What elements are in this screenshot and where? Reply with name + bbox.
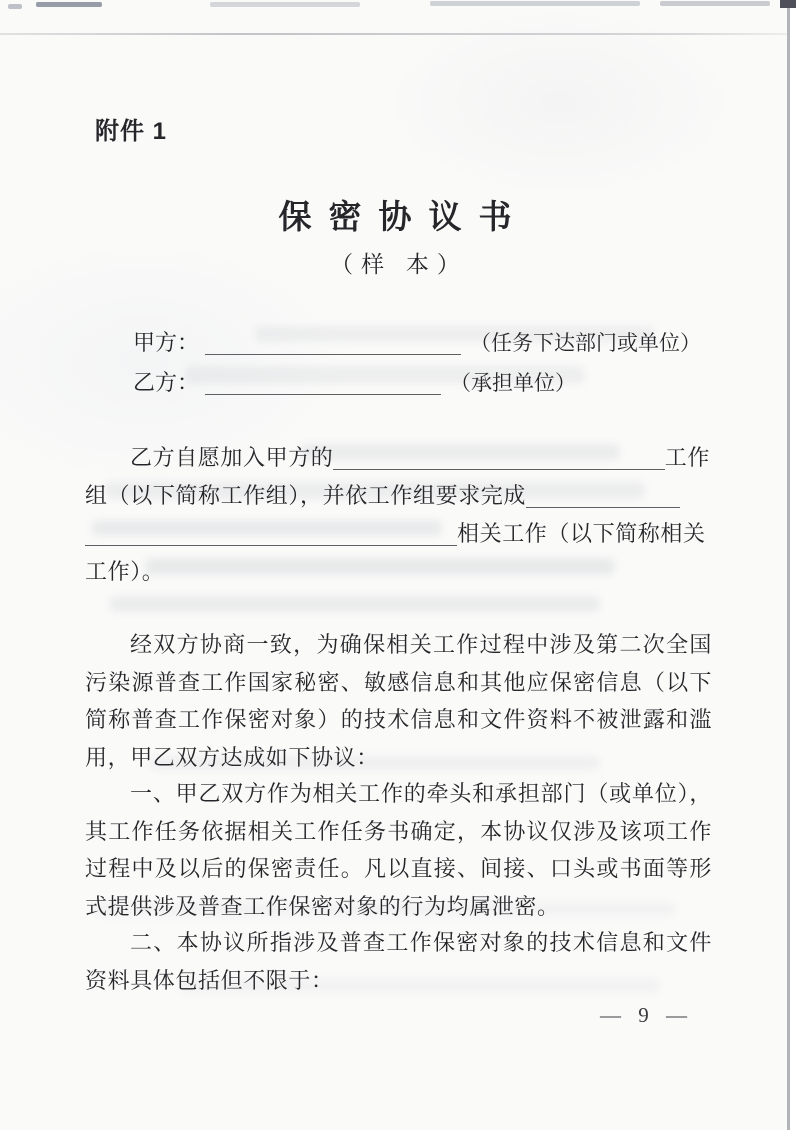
intro-line-1-tail: 工作 (664, 445, 710, 470)
fill-in-blank-line (85, 518, 457, 546)
party-b-row (133, 364, 576, 398)
intro-line-3 (85, 512, 710, 550)
intro-line-1-text: 乙方自愿加入甲方的 (130, 445, 334, 470)
intro-paragraph (85, 436, 710, 588)
party-a-row (133, 324, 701, 358)
intro-line-1 (85, 436, 710, 474)
intro-line-2 (85, 474, 680, 512)
body-paragraph: 经双方协商一致，为确保相关工作过程中涉及第二次全国污染源普查工作国家秘密、敏感信息和其他应保密信息（以下简称普查工作保密对象）的技术信息和文件资料不被泄露和滥用，甲乙双方达成如下协议： (85, 632, 712, 770)
fill-in-blank-line (526, 480, 680, 508)
fill-in-blank-line (333, 442, 664, 470)
party-a-blank-line (205, 330, 461, 355)
document-subtitle: （样 本） (330, 252, 468, 277)
body-paragraph: 二、本协议所指涉及普查工作保密对象的技术信息和文件资料具体包括但不限于： (85, 930, 712, 993)
intro-line-2-text: 组（以下简称工作组），并依工作组要求完成 (85, 483, 527, 508)
intro-line-3-text: 相关工作（以下简称相关 (457, 521, 706, 546)
party-b-blank-line (205, 370, 441, 395)
party-b-note: （承担单位） (450, 371, 577, 395)
document-title: 保密协议书 (278, 200, 529, 236)
body-paragraph: 一、甲乙双方作为相关工作的牵头和承担部门（或单位），其工作任务依据相关工作任务书确定，本协议仅涉及该项工作过程中及以后的保密责任。凡以直接、间接、口头或书面等形式提供涉及普查工作保密对象的行为均属泄密。 (85, 781, 712, 919)
attachment-label: 附件 1 (95, 118, 168, 145)
intro-line-4 (85, 550, 710, 588)
party-a-label: 甲方： (133, 330, 200, 355)
party-b-label: 乙方： (133, 370, 200, 395)
party-a-note: （任务下达部门或单位） (470, 331, 702, 355)
intro-line-4-text: 工作）。 (85, 559, 165, 584)
page-number: — 9 — (600, 1003, 693, 1027)
